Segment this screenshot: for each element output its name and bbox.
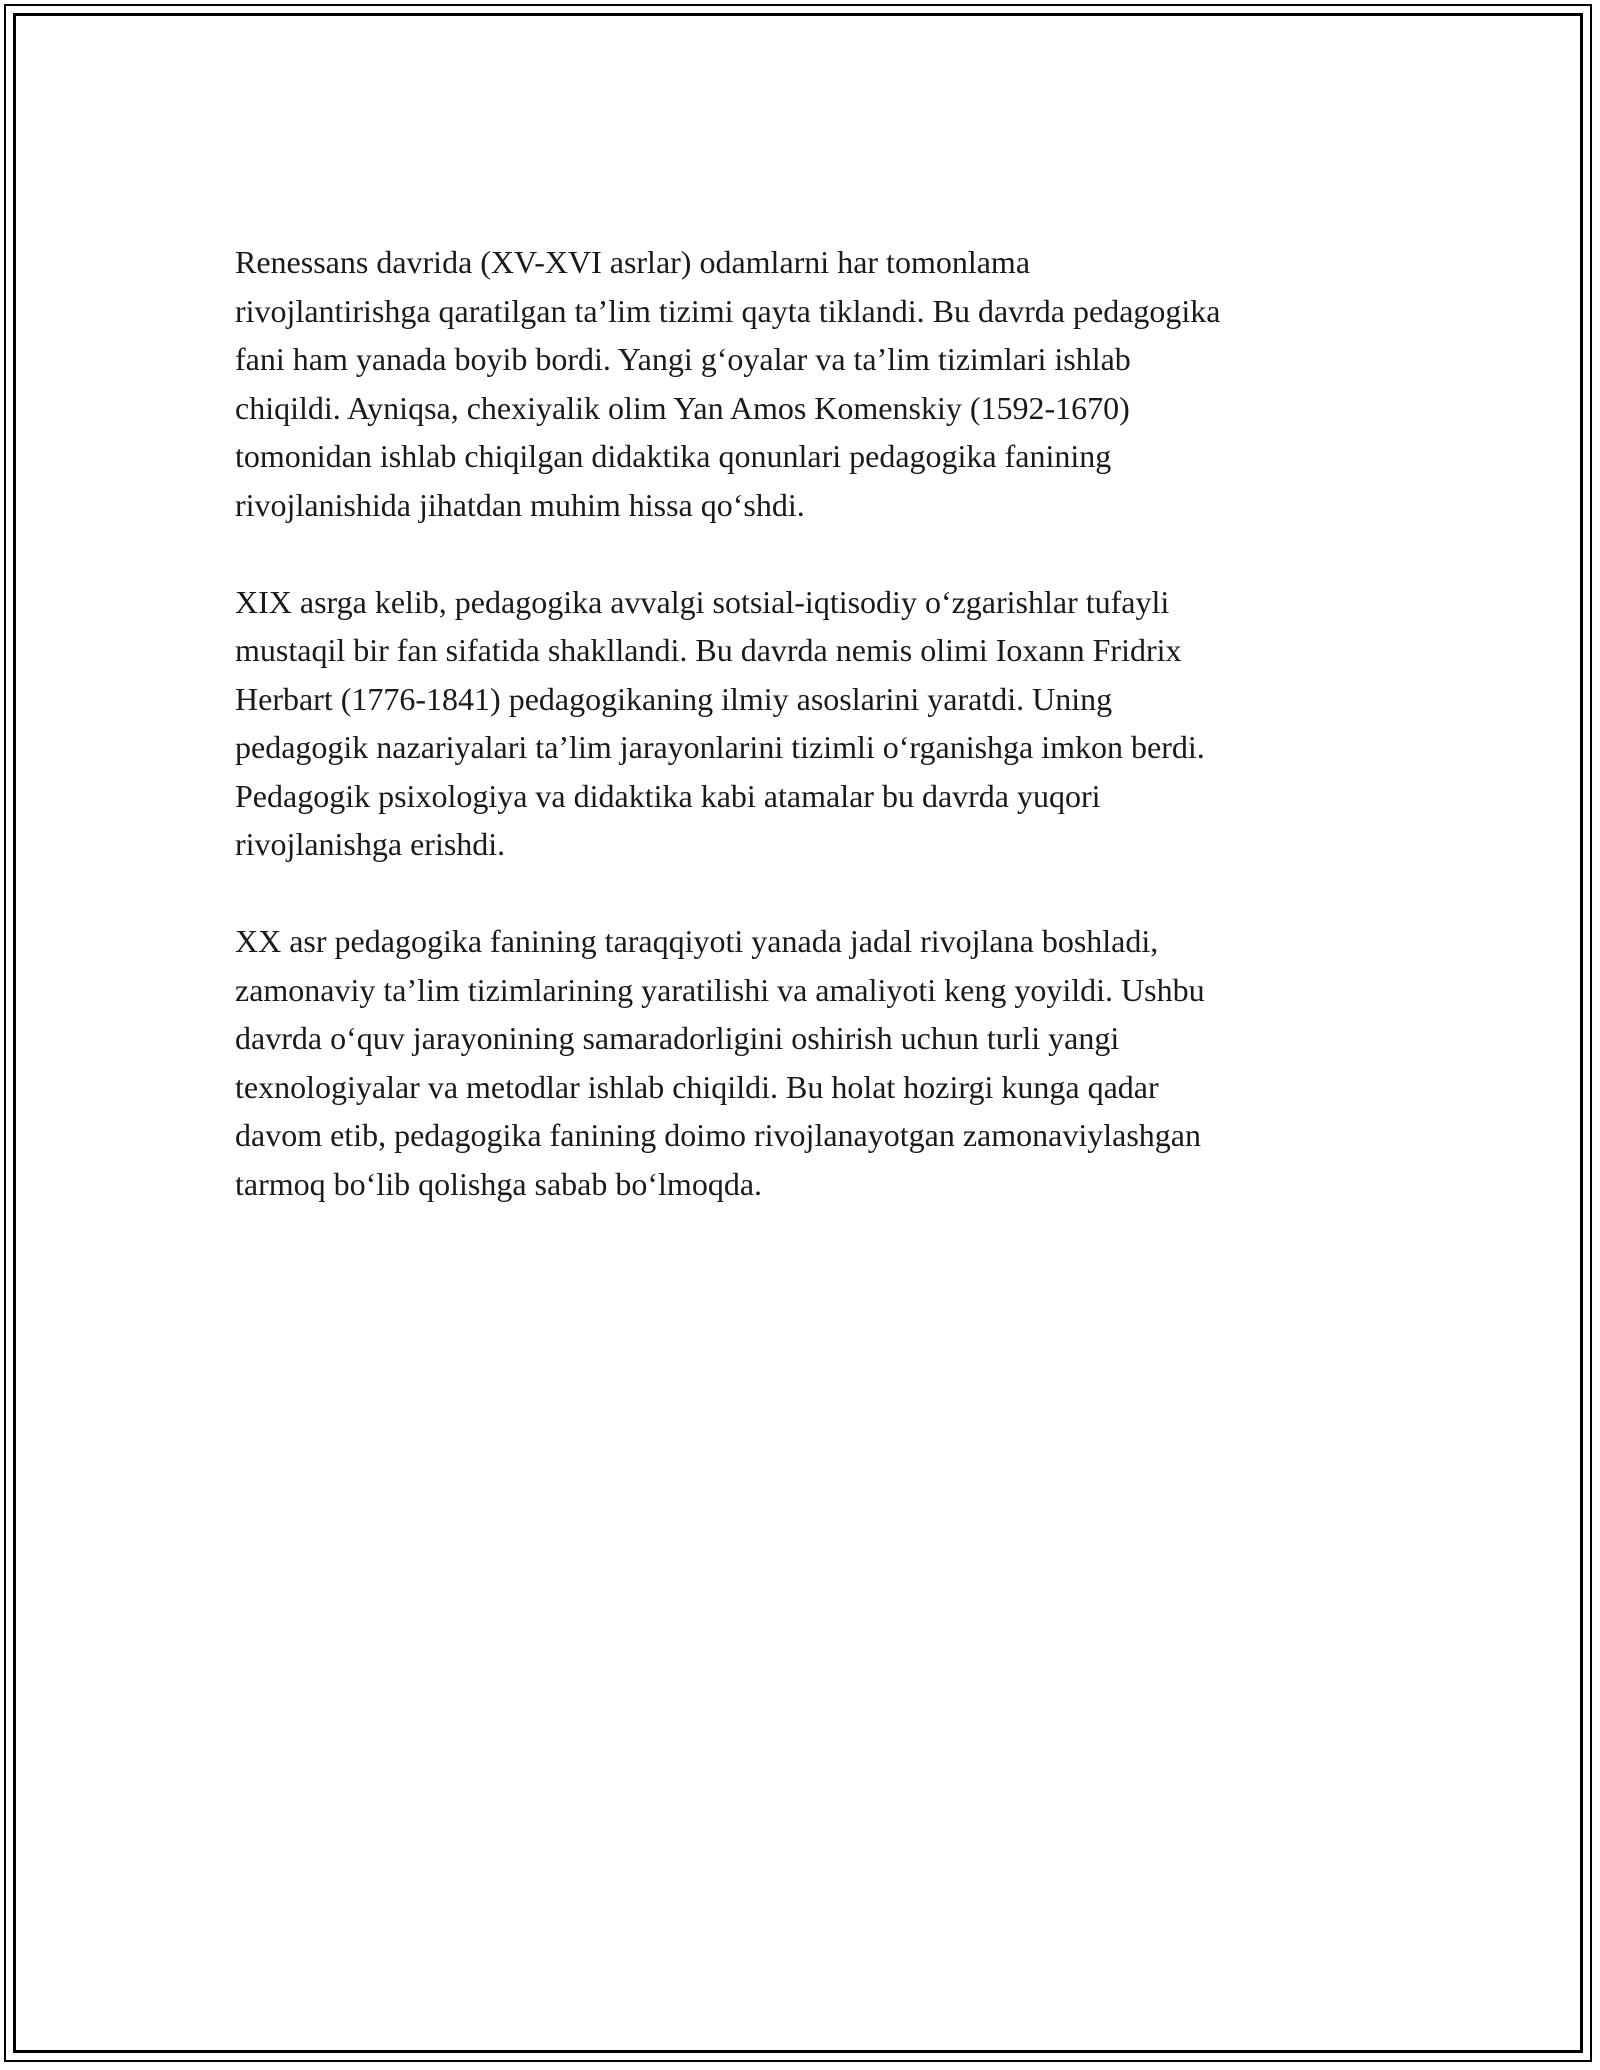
text-line: davrda o‘quv jarayonining samaradorligini oshirish uchun turli yangi [235,1020,1120,1056]
text-line: chiqildi. Ayniqsa, chexiyalik olim Yan Amos Komenskiy (1592-1670) [235,389,1130,426]
text-line: rivojlantirishga qaratilgan ta’lim tizimi qayta tiklandi. Bu davrda pedagogika [235,292,1221,329]
text-line: rivojlanishga erishdi. [235,826,506,862]
text-line: rivojlanishida jihatdan muhim hissa qo‘shdi. [235,486,805,523]
text-line: fani ham yanada boyib bordi. Yangi g‘oyalar va ta’lim tizimlari ishlab [235,341,1131,377]
text-line: davom etib, pedagogika fanining doimo rivojlanayotgan zamonaviylashgan [235,1117,1201,1153]
paragraph-19th-century [235,578,1375,869]
text-line: XX asr pedagogika fanining taraqqiyoti yanada jadal rivojlana boshladi, [235,923,1159,959]
text-line: XIX asrga kelib, pedagogika avvalgi sotsial-iqtisodiy o‘zgarishlar tufayli [235,583,1170,620]
paragraph-renaissance [235,238,1375,529]
text-line: mustaqil bir fan sifatida shakllandi. Bu davrda nemis olimi Ioxann Fridrix [235,632,1182,668]
text-line: pedagogik nazariyalari ta’lim jarayonlarini tizimli o‘rganishga imkon berdi. [235,729,1205,765]
text-line: Pedagogik psixologiya va didaktika kabi atamalar bu davrda yuqori [235,777,1101,814]
text-line: Renessans davrida (XV-XVI asrlar) odamlarni har tomonlama [235,244,1031,280]
text-line: Herbart (1776-1841) pedagogikaning ilmiy asoslarini yaratdi. Uning [235,680,1113,717]
document-body [235,238,1375,1257]
text-line: tomonidan ishlab chiqilgan didaktika qonunlari pedagogika fanining [235,438,1112,474]
text-line: zamonaviy ta’lim tizimlarining yaratilishi va amaliyoti keng yoyildi. Ushbu [235,971,1205,1008]
paragraph-20th-century [235,917,1375,1208]
text-line: texnologiyalar va metodlar ishlab chiqildi. Bu holat hozirgi kunga qadar [235,1068,1159,1105]
text-line: tarmoq bo‘lib qolishga sabab bo‘lmoqda. [235,1165,763,1202]
